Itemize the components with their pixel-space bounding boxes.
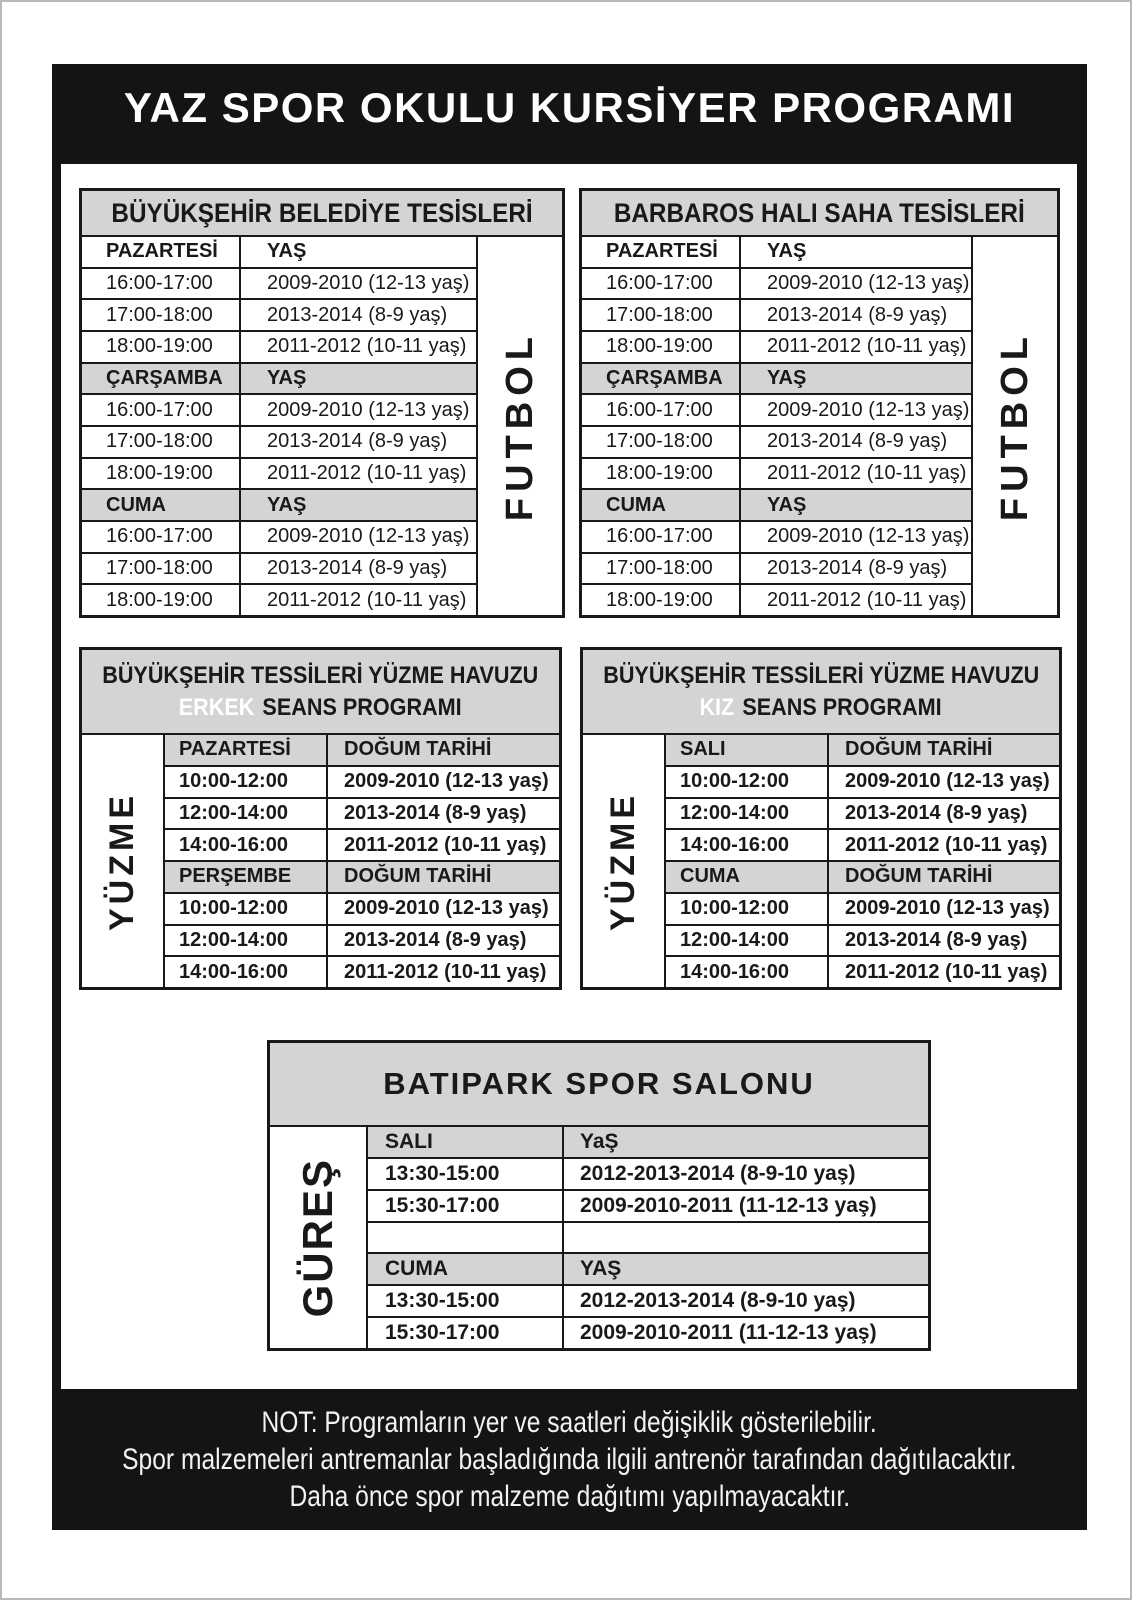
table-row	[666, 830, 1059, 862]
table-row-day	[582, 364, 971, 396]
table-row	[582, 300, 971, 332]
note-line: NOT: Programların yer ve saatleri değişiklik gösterilebilir.	[261, 1406, 878, 1439]
age-cell: 2011-2012 (10-11 yaş)	[267, 335, 467, 358]
age-cell: 2013-2014 (8-9 yaş)	[767, 430, 948, 453]
table-row	[582, 427, 971, 459]
time-cell: 15:30-17:00	[368, 1318, 564, 1348]
age-cell: 2011-2012 (10-11 yaş)	[344, 960, 547, 983]
time-cell: 12:00-14:00	[666, 799, 829, 829]
age-header-label: YaŞ	[580, 1129, 619, 1153]
table-row-day	[666, 735, 1059, 767]
day-label: CUMA	[82, 490, 241, 520]
birthdate-header-label: DOĞUM TARİHİ	[845, 738, 993, 761]
day-label: ÇARŞAMBA	[582, 364, 741, 394]
time-cell: 18:00-19:00	[82, 459, 241, 489]
age-header-label: YAŞ	[267, 367, 307, 390]
age-header-label: YAŞ	[767, 493, 807, 516]
table-gures-batipark	[267, 1040, 931, 1351]
page-title: YAZ SPOR OKULU KURSİYER PROGRAMI	[123, 84, 1016, 131]
age-cell: 2013-2014 (8-9 yaş)	[267, 557, 448, 580]
age-cell: 2009-2010 (12-13 yaş)	[267, 525, 470, 548]
sport-label-yuzme: YÜZME	[604, 791, 642, 931]
table-title-text: BARBAROS HALI SAHA TESİSLERİ	[614, 197, 1025, 228]
birthdate-header-label: DOĞUM TARİHİ	[344, 738, 492, 761]
note-line: Spor malzemeleri antremanlar başladığında ilgili antrenör tarafından dağıtılacaktır.	[122, 1443, 1017, 1476]
footer-notes	[52, 1389, 1087, 1530]
poster-black-frame	[52, 64, 1087, 1530]
table-title-line1: BÜYÜKŞEHİR TESSİLERİ YÜZME HAVUZU	[102, 661, 539, 689]
sport-side-column	[476, 237, 562, 615]
table-row	[582, 554, 971, 586]
table-body	[82, 735, 559, 987]
table-rows	[165, 735, 559, 987]
day-label: CUMA	[666, 862, 829, 892]
note-line: Daha önce spor malzeme dağıtımı yapılmayacaktır.	[289, 1480, 850, 1513]
age-header-label: YAŞ	[767, 240, 807, 263]
time-cell: 14:00-16:00	[666, 830, 829, 860]
table-row-day	[666, 862, 1059, 894]
time-cell: 13:30-15:00	[368, 1159, 564, 1189]
time-cell: 10:00-12:00	[666, 894, 829, 924]
age-cell: 2011-2012 (10-11 yaş)	[767, 588, 967, 611]
time-cell: 16:00-17:00	[82, 395, 241, 425]
empty-cell	[368, 1223, 564, 1253]
table-title	[582, 191, 1057, 237]
sport-side-column	[583, 735, 666, 987]
table-yuzme-erkek	[79, 647, 562, 990]
day-label: PAZARTESİ	[82, 237, 241, 267]
table-row	[582, 585, 971, 615]
table-row	[666, 926, 1059, 958]
time-cell: 16:00-17:00	[82, 522, 241, 552]
table-row	[82, 269, 476, 301]
age-cell: 2011-2012 (10-11 yaş)	[344, 833, 547, 856]
age-cell: 2011-2012 (10-11 yaş)	[767, 335, 967, 358]
age-cell: 2013-2014 (8-9 yaş)	[344, 801, 527, 824]
age-cell: 2013-2014 (8-9 yaş)	[767, 303, 948, 326]
table-title-text: BATIPARK SPOR SALONU	[383, 1066, 815, 1101]
table-row	[582, 395, 971, 427]
time-cell: 10:00-12:00	[165, 767, 328, 797]
table-row	[82, 459, 476, 491]
table-row	[82, 554, 476, 586]
table-row	[82, 332, 476, 364]
age-cell: 2009-2010 (12-13 yaş)	[344, 897, 549, 920]
table-row-day	[82, 490, 476, 522]
table-rows	[666, 735, 1059, 987]
table-body	[583, 735, 1059, 987]
table-yuzme-kiz	[580, 647, 1062, 990]
time-cell: 12:00-14:00	[165, 926, 328, 956]
age-header-label: YAŞ	[267, 493, 307, 516]
table-row	[666, 799, 1059, 831]
table-row	[165, 894, 559, 926]
time-cell: 18:00-19:00	[582, 459, 741, 489]
age-cell: 2013-2014 (8-9 yaş)	[767, 557, 948, 580]
table-row	[82, 585, 476, 615]
time-cell: 18:00-19:00	[82, 332, 241, 362]
table-row-day	[582, 490, 971, 522]
sport-side-column	[971, 237, 1057, 615]
age-header-label: YAŞ	[580, 1257, 622, 1281]
table-row	[82, 300, 476, 332]
time-cell: 18:00-19:00	[582, 332, 741, 362]
time-cell: 17:00-18:00	[82, 427, 241, 457]
birthdate-header-label: DOĞUM TARİHİ	[344, 865, 492, 888]
age-cell: 2009-2010 (12-13 yaş)	[267, 398, 470, 421]
table-rows	[82, 237, 476, 615]
table-row	[582, 522, 971, 554]
age-cell: 2011-2012 (10-11 yaş)	[845, 833, 1048, 856]
day-label: CUMA	[582, 490, 741, 520]
day-label: PAZARTESİ	[165, 735, 328, 765]
age-header-label: YAŞ	[767, 367, 807, 390]
gender-label: ERKEK	[179, 693, 255, 721]
table-row-day	[368, 1127, 928, 1159]
sport-label-yuzme: YÜZME	[103, 791, 141, 931]
day-label: PERŞEMBE	[165, 862, 328, 892]
time-cell: 17:00-18:00	[582, 427, 741, 457]
age-cell: 2012-2013-2014 (8-9-10 yaş)	[580, 1289, 856, 1313]
table-row	[82, 522, 476, 554]
age-cell: 2011-2012 (10-11 yaş)	[845, 960, 1048, 983]
day-label: SALI	[666, 735, 829, 765]
age-cell: 2009-2010 (12-13 yaş)	[767, 272, 970, 294]
time-cell: 16:00-17:00	[582, 395, 741, 425]
time-cell: 18:00-19:00	[82, 585, 241, 615]
time-cell: 15:30-17:00	[368, 1191, 564, 1221]
age-cell: 2009-2010 (12-13 yaş)	[845, 897, 1050, 920]
age-cell: 2013-2014 (8-9 yaş)	[845, 928, 1028, 951]
age-cell: 2011-2012 (10-11 yaş)	[767, 462, 967, 485]
table-body	[582, 237, 1057, 615]
table-row	[165, 830, 559, 862]
age-cell: 2011-2012 (10-11 yaş)	[267, 588, 467, 611]
table-rows	[582, 237, 971, 615]
time-cell: 14:00-16:00	[165, 830, 328, 860]
time-cell: 12:00-14:00	[666, 926, 829, 956]
table-row-day	[368, 1254, 928, 1286]
table-title	[270, 1043, 928, 1127]
table-row-day	[165, 862, 559, 894]
time-cell: 17:00-18:00	[582, 300, 741, 330]
table-row	[666, 957, 1059, 987]
table-row	[582, 459, 971, 491]
table-row	[666, 894, 1059, 926]
table-row	[368, 1191, 928, 1223]
age-header-label: YAŞ	[267, 240, 307, 263]
time-cell: 13:30-15:00	[368, 1286, 564, 1316]
table-futbol-buyuksehir	[79, 188, 565, 618]
program-label: SEANS PROGRAMI	[262, 693, 462, 721]
table-row-day	[582, 237, 971, 269]
table-row	[582, 332, 971, 364]
table-title	[82, 191, 562, 237]
table-body	[82, 237, 562, 615]
table-row-day	[82, 237, 476, 269]
table-row	[165, 957, 559, 987]
time-cell: 17:00-18:00	[82, 554, 241, 584]
sport-label-gures: GÜREŞ	[294, 1157, 341, 1318]
age-cell: 2009-2010 (12-13 yaş)	[767, 525, 970, 548]
age-cell: 2013-2014 (8-9 yaş)	[267, 303, 448, 326]
gender-label: KIZ	[699, 693, 735, 721]
table-row	[82, 395, 476, 427]
age-cell: 2009-2010 (12-13 yaş)	[267, 272, 470, 294]
time-cell: 16:00-17:00	[82, 269, 241, 299]
empty-cell	[564, 1223, 928, 1253]
time-cell: 17:00-18:00	[82, 300, 241, 330]
time-cell: 14:00-16:00	[165, 957, 328, 987]
sport-label-futbol: FUTBOL	[498, 330, 541, 522]
table-row	[165, 799, 559, 831]
time-cell: 14:00-16:00	[666, 957, 829, 987]
age-cell: 2009-2010 (12-13 yaş)	[845, 770, 1050, 793]
time-cell: 16:00-17:00	[582, 522, 741, 552]
age-cell: 2009-2010 (12-13 yaş)	[344, 770, 549, 793]
table-title-text: BÜYÜKŞEHİR BELEDİYE TESİSLERİ	[111, 197, 533, 228]
table-row	[165, 767, 559, 799]
age-cell: 2011-2012 (10-11 yaş)	[267, 462, 467, 485]
table-row	[666, 767, 1059, 799]
day-label: SALI	[368, 1127, 564, 1157]
birthdate-header-label: DOĞUM TARİHİ	[845, 865, 993, 888]
day-label: ÇARŞAMBA	[82, 364, 241, 394]
content-panel	[61, 164, 1077, 1389]
table-title-line1: BÜYÜKŞEHİR TESSİLERİ YÜZME HAVUZU	[602, 661, 1040, 689]
table-row	[368, 1159, 928, 1191]
table-title	[82, 650, 559, 735]
time-cell: 12:00-14:00	[165, 799, 328, 829]
table-title-line2	[700, 692, 942, 724]
table-row-day	[82, 364, 476, 396]
age-cell: 2009-2010-2011 (11-12-13 yaş)	[580, 1321, 877, 1345]
age-cell: 2009-2010-2011 (11-12-13 yaş)	[580, 1193, 877, 1217]
table-row	[82, 427, 476, 459]
time-cell: 10:00-12:00	[165, 894, 328, 924]
age-cell: 2013-2014 (8-9 yaş)	[267, 430, 448, 453]
age-cell: 2013-2014 (8-9 yaş)	[845, 801, 1028, 824]
time-cell: 18:00-19:00	[582, 585, 741, 615]
time-cell: 17:00-18:00	[582, 554, 741, 584]
table-row-day	[165, 735, 559, 767]
program-label: SEANS PROGRAMI	[742, 693, 943, 721]
age-cell: 2012-2013-2014 (8-9-10 yaş)	[580, 1161, 856, 1185]
table-body	[270, 1127, 928, 1348]
age-cell: 2009-2010 (12-13 yaş)	[767, 398, 970, 421]
table-futbol-barbaros	[579, 188, 1060, 618]
table-row-empty	[368, 1223, 928, 1255]
table-row	[368, 1318, 928, 1348]
table-row	[368, 1286, 928, 1318]
table-title	[583, 650, 1059, 735]
table-row	[582, 269, 971, 301]
table-row	[165, 926, 559, 958]
table-rows	[368, 1127, 928, 1348]
sport-label-futbol: FUTBOL	[993, 330, 1036, 522]
time-cell: 16:00-17:00	[582, 269, 741, 299]
age-cell: 2013-2014 (8-9 yaş)	[344, 928, 527, 951]
sport-side-column	[270, 1127, 368, 1348]
table-title-line2	[179, 692, 462, 724]
day-label: CUMA	[368, 1254, 564, 1284]
sport-side-column	[82, 735, 165, 987]
day-label: PAZARTESİ	[582, 237, 741, 267]
time-cell: 10:00-12:00	[666, 767, 829, 797]
